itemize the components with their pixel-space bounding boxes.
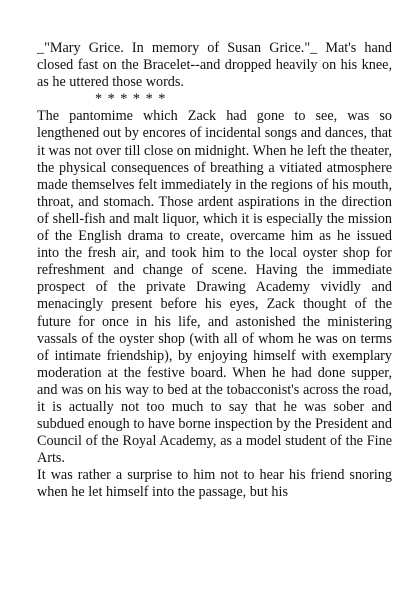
section-break-asterisks: * * * * * * — [95, 91, 167, 108]
paragraph-bracelet: _"Mary Grice. In memory of Susan Grice."_ Mat's hand closed fast on the Bracelet--and dropped heavily on his knee, as he uttered those words. — [37, 40, 392, 91]
paragraph-surprise: It was rather a surprise to him not to hear his friend snoring when he let himself into the passage, but his — [37, 467, 392, 501]
document-page — [37, 40, 392, 502]
paragraph-pantomime: The pantomime which Zack had gone to see, was so lengthened out by encores of incidental songs and dances, that it was not over till close on midnight. When he left the theater, the physical consequences of breathing a vitiated atmosphere made themselves felt immediately in the regions of his mouth, throat, and stomach. Those ardent aspirations in the direction of shell-fish and malt liquor, which it is especially the mission of the English drama to create, overcame him as he issued into the fresh air, and took him to the local oyster shop for refreshment and change of scene. Having the immediate prospect of the private Drawing Academy vividly and menacingly present before his eyes, Zack thought of the future for once in his life, and astonished the ministering vassals of the oyster shop (with all of whom he was on terms of intimate friendship), by enjoying himself with exemplary moderation at the festive board. When he had done supper, and was on his way to bed at the tobacconist's across the road, it is actually not too much to say that he was sober and subdued enough to have borne inspection by the President and Council of the Royal Academy, as a model student of the Fine Arts. — [37, 108, 392, 467]
